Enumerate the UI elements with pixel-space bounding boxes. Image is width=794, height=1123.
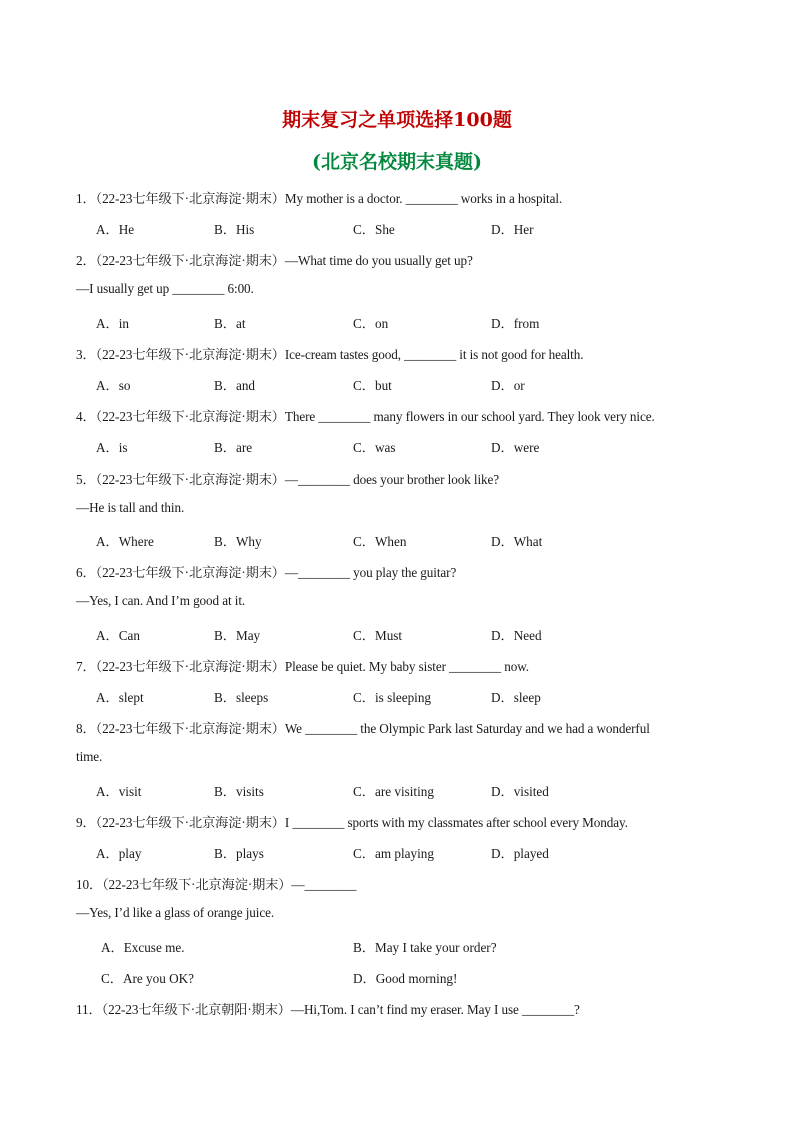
question-5-options (0, 531, 794, 549)
page-subtitle: (北京名校期末真题) (312, 151, 482, 173)
question-2-stem: 2．（22-23七年级下·北京海淀·期末）—What time do you usually get up? (76, 253, 473, 268)
question-6-options (0, 625, 794, 643)
question-1-option-d[interactable]: D．Her (491, 222, 534, 237)
question-5-option-a[interactable]: A．Where (96, 534, 154, 549)
question-4-option-c[interactable]: C．was (353, 440, 396, 455)
question-5-continuation: —He is tall and thin. (76, 500, 185, 515)
question-1-option-c[interactable]: C．She (353, 222, 395, 237)
question-4-option-a[interactable]: A．is (96, 440, 128, 455)
question-10-options-row-2 (0, 968, 794, 986)
question-7-stem: 7．（22-23七年级下·北京海淀·期末）Please be quiet. My baby sister ________ now. (76, 659, 529, 674)
question-4-options (0, 437, 794, 455)
question-2-continuation: —I usually get up ________ 6:00. (76, 281, 254, 296)
question-9-option-a[interactable]: A．play (96, 846, 142, 861)
question-7-option-b[interactable]: B．sleeps (214, 690, 269, 705)
question-10-option-c[interactable]: C．Are you OK? (101, 971, 195, 986)
question-11-stem: 11．（22-23七年级下·北京朝阳·期末）—Hi,Tom. I can’t find my eraser. May I use ________? (76, 1002, 580, 1017)
question-2-option-a[interactable]: A．in (96, 316, 129, 331)
question-10-option-a[interactable]: A．Excuse me. (101, 940, 185, 955)
question-5-option-c[interactable]: C．When (353, 534, 407, 549)
question-9-option-b[interactable]: B．plays (214, 846, 264, 861)
question-10-option-b[interactable]: B．May I take your order? (353, 940, 497, 955)
question-8-option-d[interactable]: D．visited (491, 784, 549, 799)
question-9-option-c[interactable]: C．am playing (353, 846, 434, 861)
question-8-continuation: time. (76, 749, 103, 764)
question-6-option-c[interactable]: C．Must (353, 628, 403, 643)
question-2-option-d[interactable]: D．from (491, 316, 540, 331)
question-6-stem: 6．（22-23七年级下·北京海淀·期末）—________ you play the guitar? (76, 565, 457, 580)
question-9-option-d[interactable]: D．played (491, 846, 549, 861)
question-8-option-b[interactable]: B．visits (214, 784, 264, 799)
question-10-option-d[interactable]: D．Good morning! (353, 971, 458, 986)
page-title: 期末复习之单项选择100题 (282, 109, 512, 131)
question-4-stem: 4．（22-23七年级下·北京海淀·期末）There ________ many flowers in our school yard. They look very nice. (76, 409, 655, 424)
question-10-continuation: —Yes, I’d like a glass of orange juice. (76, 905, 275, 920)
question-3-option-b[interactable]: B．and (214, 378, 256, 393)
question-2-option-c[interactable]: C．on (353, 316, 389, 331)
question-10-stem: 10．（22-23七年级下·北京海淀·期末）—________ (76, 877, 357, 892)
question-7-options (0, 687, 794, 705)
question-1-options (0, 219, 794, 237)
question-10-options-row-1 (0, 937, 794, 955)
question-3-option-c[interactable]: C．but (353, 378, 392, 393)
question-6-option-b[interactable]: B．May (214, 628, 261, 643)
question-1-option-b[interactable]: B．His (214, 222, 255, 237)
question-5-option-b[interactable]: B．Why (214, 534, 262, 549)
question-6-option-d[interactable]: D．Need (491, 628, 542, 643)
question-1-option-a[interactable]: A．He (96, 222, 135, 237)
question-6-continuation: —Yes, I can. And I’m good at it. (76, 593, 246, 608)
question-3-option-a[interactable]: A．so (96, 378, 131, 393)
question-8-stem: 8．（22-23七年级下·北京海淀·期末）We ________ the Olympic Park last Saturday and we had a wonderful (76, 721, 650, 736)
question-4-option-d[interactable]: D．were (491, 440, 540, 455)
question-9-stem: 9．（22-23七年级下·北京海淀·期末）I ________ sports with my classmates after school every Monday. (76, 815, 628, 830)
question-7-option-c[interactable]: C．is sleeping (353, 690, 432, 705)
question-1-stem: 1．（22-23七年级下·北京海淀·期末）My mother is a doctor. ________ works in a hospital. (76, 191, 563, 206)
question-4-option-b[interactable]: B．are (214, 440, 253, 455)
question-9-options (0, 843, 794, 861)
question-2-option-b[interactable]: B．at (214, 316, 246, 331)
question-8-options (0, 781, 794, 799)
question-5-stem: 5．（22-23七年级下·北京海淀·期末）—________ does your brother look like? (76, 472, 500, 487)
question-8-option-c[interactable]: C．are visiting (353, 784, 434, 799)
question-2-options (0, 313, 794, 331)
question-3-options (0, 375, 794, 393)
question-6-option-a[interactable]: A．Can (96, 628, 140, 643)
question-3-option-d[interactable]: D．or (491, 378, 525, 393)
question-8-option-a[interactable]: A．visit (96, 784, 142, 799)
question-5-option-d[interactable]: D．What (491, 534, 543, 549)
question-7-option-d[interactable]: D．sleep (491, 690, 541, 705)
question-7-option-a[interactable]: A．slept (96, 690, 144, 705)
question-3-stem: 3．（22-23七年级下·北京海淀·期末）Ice-cream tastes good, ________ it is not good for health. (76, 347, 584, 362)
